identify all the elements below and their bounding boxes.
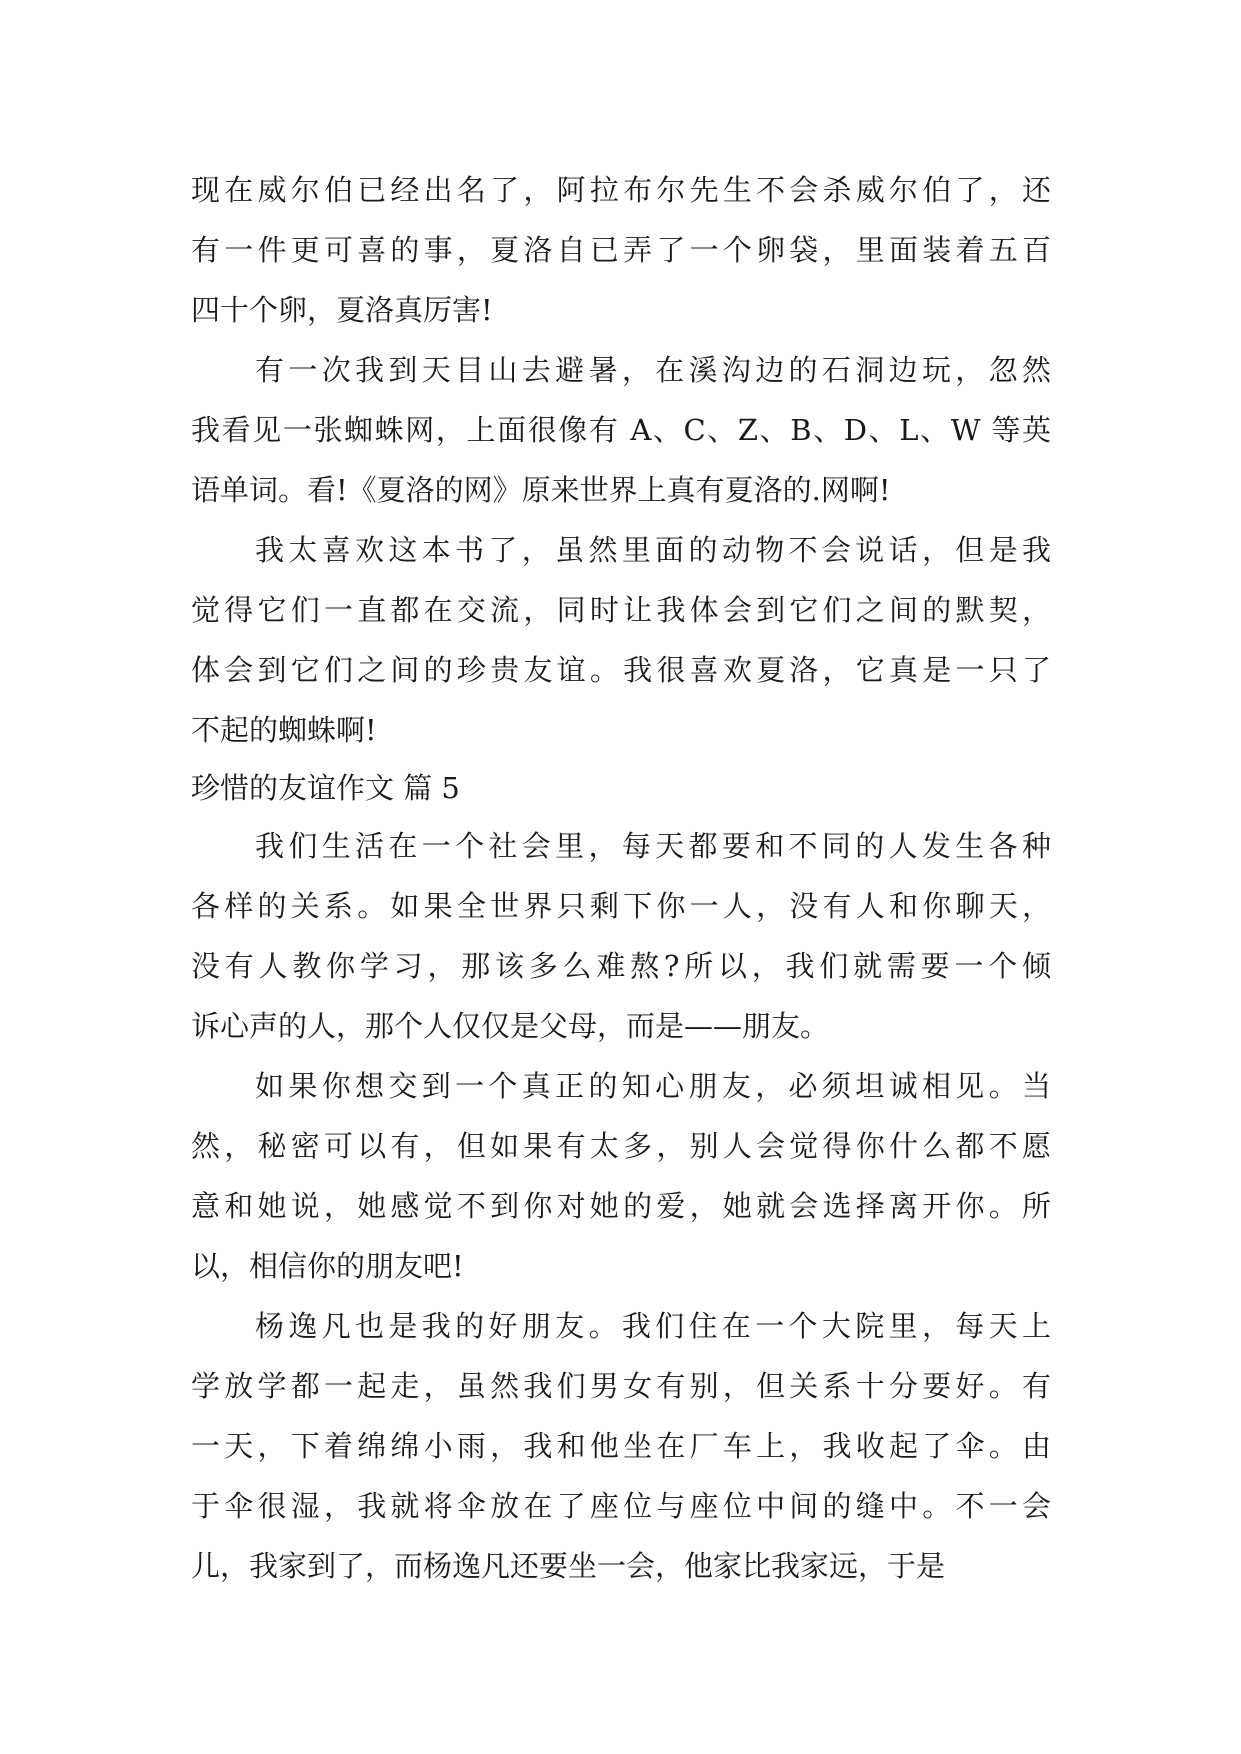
paragraph bbox=[191, 340, 1051, 520]
paragraph-line: 各样的关系。如果全世界只剩下你一人，没有人和你聊天， bbox=[191, 889, 1051, 923]
document-body bbox=[191, 160, 1051, 1596]
paragraph bbox=[191, 816, 1051, 1056]
paragraph-line: 语单词。看!《夏洛的网》原来世界上真有夏洛的.网啊! bbox=[191, 473, 891, 507]
paragraph-line: 儿，我家到了，而杨逸凡还要坐一会，他家比我家远，于是 bbox=[191, 1549, 946, 1583]
paragraph bbox=[191, 1056, 1051, 1296]
paragraph-line: 觉得它们一直都在交流，同时让我体会到它们之间的默契， bbox=[191, 593, 1051, 627]
paragraph-line: 我们生活在一个社会里，每天都要和不同的人发生各种 bbox=[255, 829, 1051, 863]
paragraph-line: 诉心声的人，那个人仅仅是父母，而是——朋友。 bbox=[191, 1009, 830, 1043]
paragraph-line: 体会到它们之间的珍贵友谊。我很喜欢夏洛，它真是一只了 bbox=[191, 653, 1051, 687]
paragraph-line: 四十个卵，夏洛真厉害! bbox=[191, 293, 493, 327]
paragraph-line: 有一件更可喜的事，夏洛自已弄了一个卵袋，里面装着五百 bbox=[191, 233, 1051, 267]
paragraph-line: 没有人教你学习，那该多么难熬?所以，我们就需要一个倾 bbox=[191, 949, 1051, 983]
paragraph-line: 有一次我到天目山去避暑，在溪沟边的石洞边玩，忽然 bbox=[255, 353, 1051, 387]
paragraph-line: 学放学都一起走，虽然我们男女有别，但关系十分要好。有 bbox=[191, 1369, 1051, 1403]
paragraph-line: 意和她说，她感觉不到你对她的爱，她就会选择离开你。所 bbox=[191, 1189, 1051, 1223]
section-heading bbox=[191, 760, 1051, 816]
paragraph-line: 我太喜欢这本书了，虽然里面的动物不会说话，但是我 bbox=[255, 533, 1051, 567]
paragraph-line: 一天，下着绵绵小雨，我和他坐在厂车上，我收起了伞。由 bbox=[191, 1429, 1051, 1463]
paragraph-line: 然，秘密可以有，但如果有太多，别人会觉得你什么都不愿 bbox=[191, 1129, 1051, 1163]
heading-text: 珍惜的友谊作文 篇 5 bbox=[191, 771, 460, 805]
paragraph-line: 杨逸凡也是我的好朋友。我们住在一个大院里，每天上 bbox=[255, 1309, 1051, 1343]
paragraph bbox=[191, 160, 1051, 340]
paragraph bbox=[191, 520, 1051, 760]
paragraph-line: 我看见一张蜘蛛网，上面很像有 A、C、Z、B、D、L、W 等英 bbox=[191, 413, 1051, 447]
paragraph-line: 于伞很湿，我就将伞放在了座位与座位中间的缝中。不一会 bbox=[191, 1489, 1051, 1523]
paragraph bbox=[191, 1296, 1051, 1596]
paragraph-line: 如果你想交到一个真正的知心朋友，必须坦诚相见。当 bbox=[255, 1069, 1051, 1103]
paragraph-line: 以，相信你的朋友吧! bbox=[191, 1249, 464, 1283]
paragraph-line: 现在威尔伯已经出名了，阿拉布尔先生不会杀威尔伯了，还 bbox=[191, 173, 1051, 207]
paragraph-line: 不起的蜘蛛啊! bbox=[191, 713, 377, 747]
